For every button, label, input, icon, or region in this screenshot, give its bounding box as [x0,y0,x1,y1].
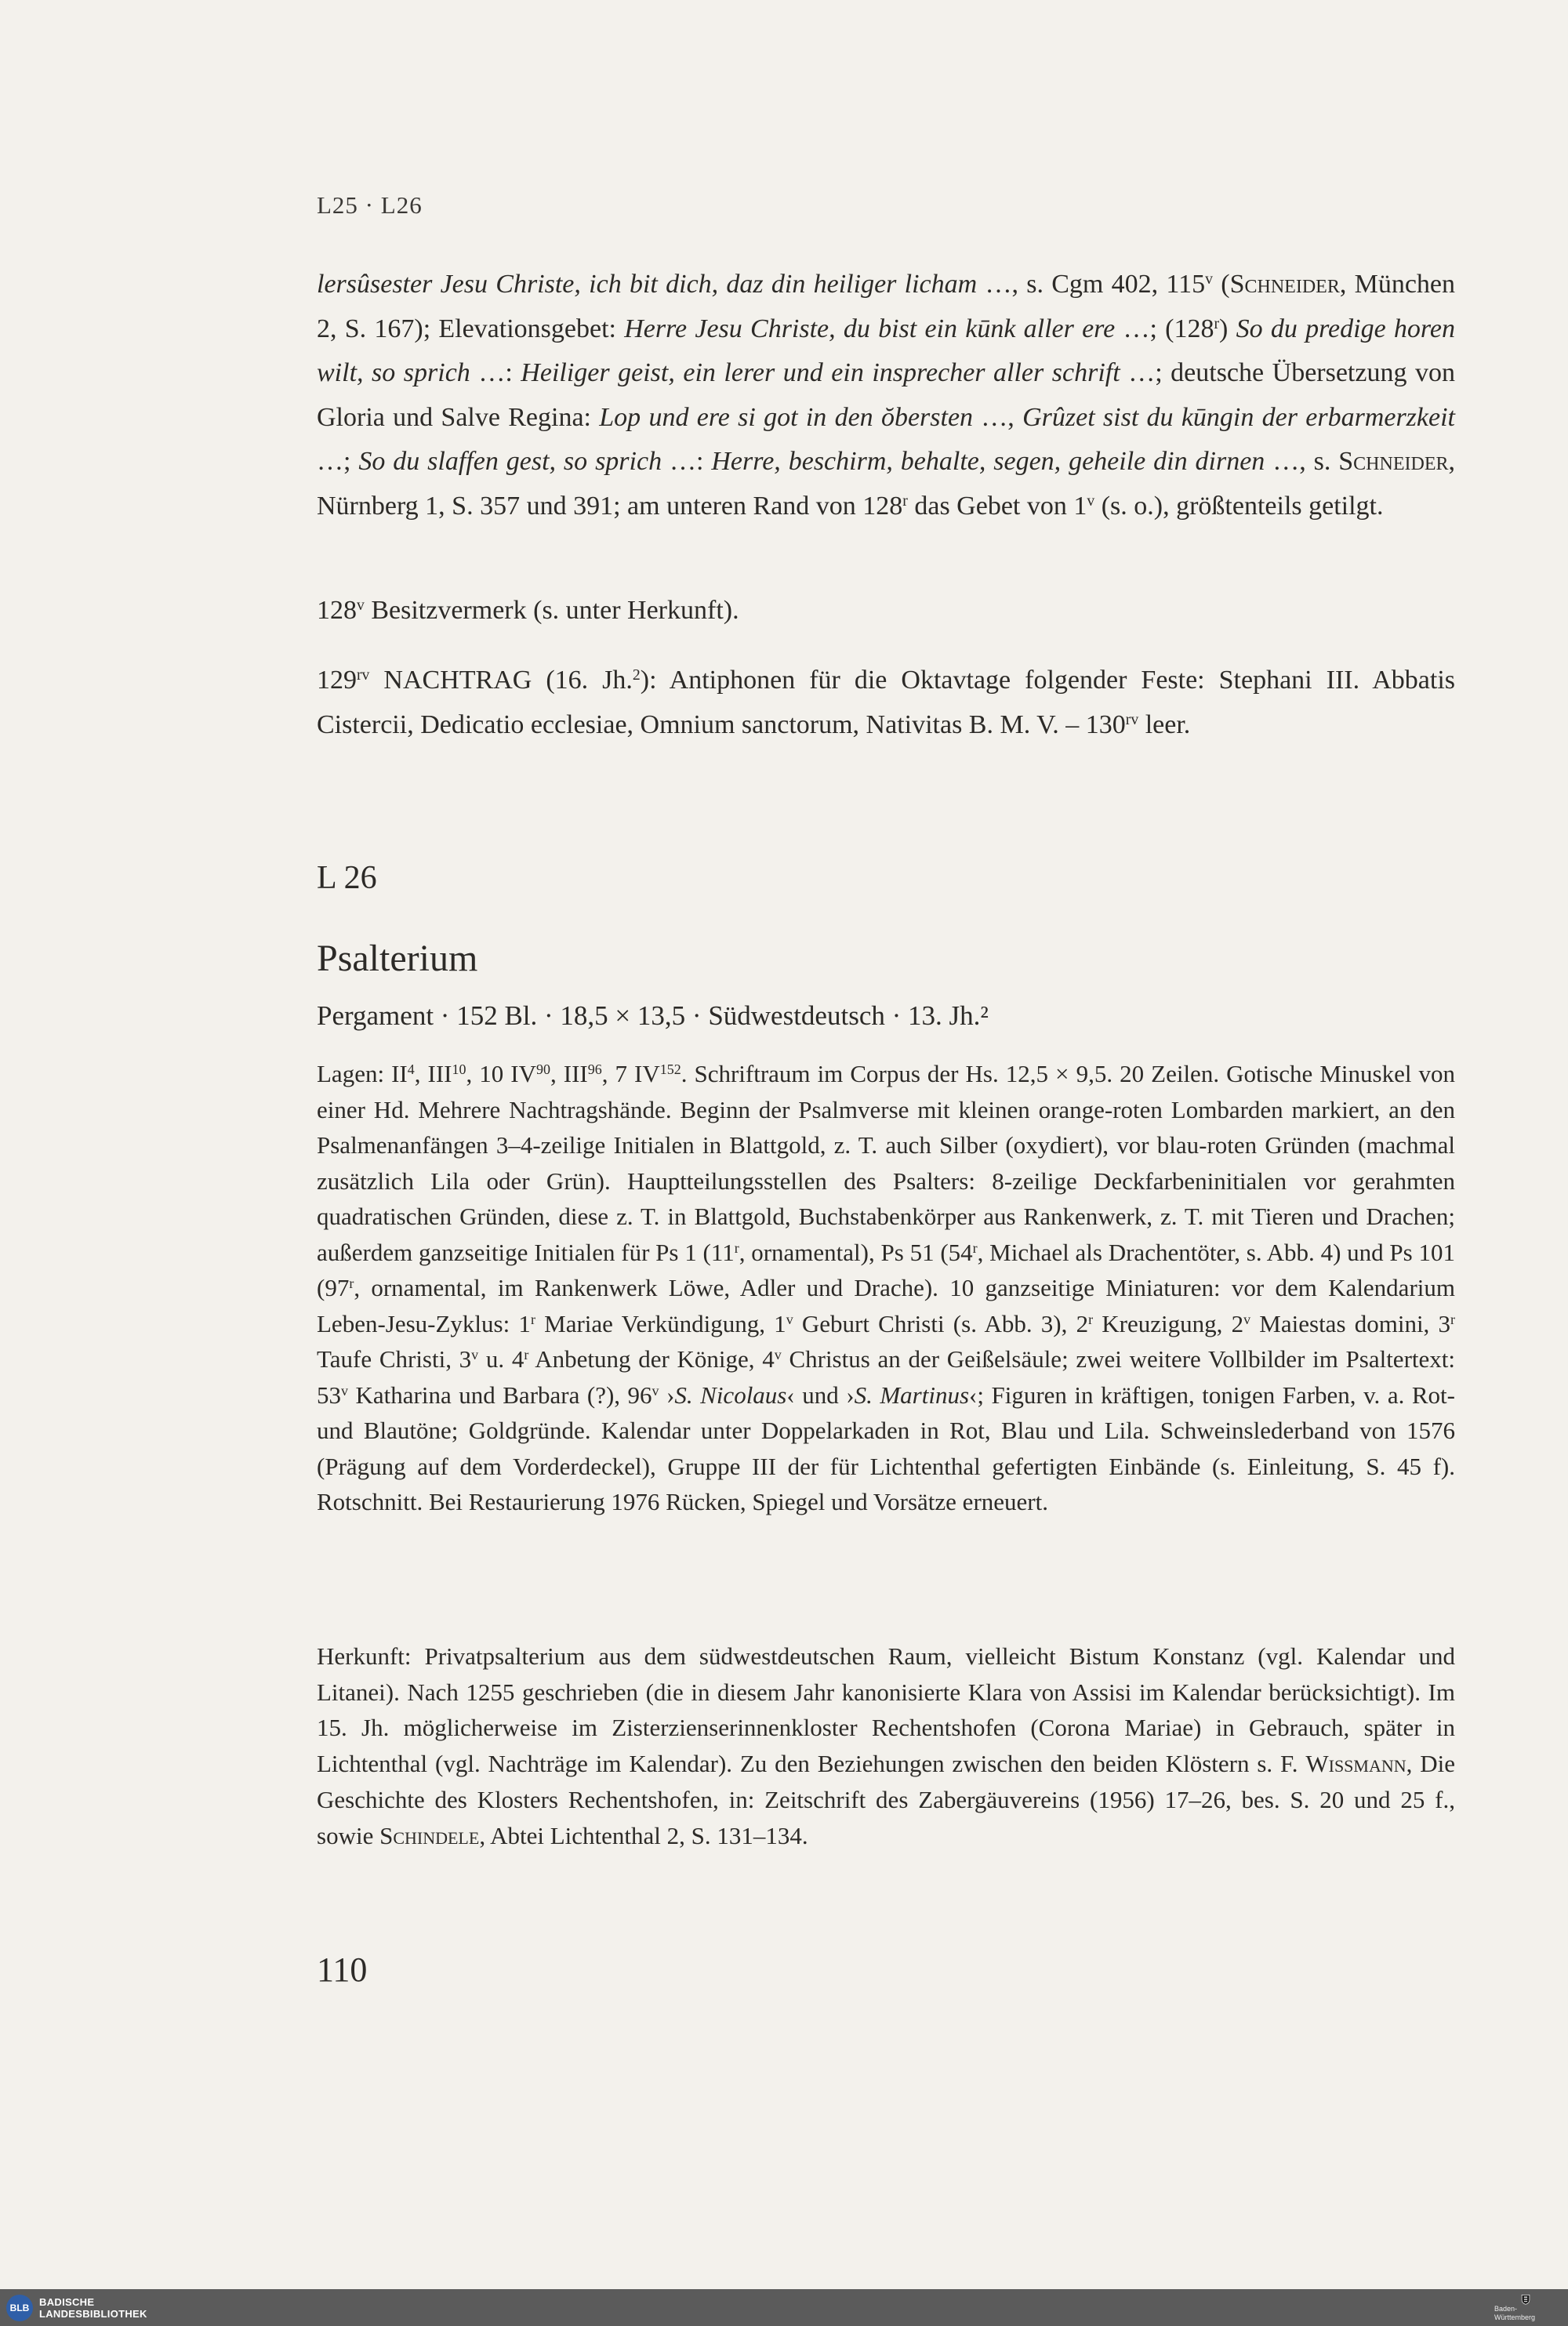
paragraph-l25-ownership: 128$^v$ Besitzvermerk (s. unter Herkunft). [317,596,739,625]
paragraph-l26-lagen: Lagen: $II^4$, III$^{10}$, 10 IV$^{90}$, III$^{96}$, 7 IV$^{152}$. Schriftraum im Corpus der Hs. 12,5 × 9,5. 20 Zeilen. Gotische Minuskel von einer Hd. Mehrere Nachtragshände. Beginn der Psalmverse mit kleinen orange-roten Lombarden markiert, an den Psalmenanfängen 3–4-zeilige Initialen in Blattgold, z. T. auch Silber (oxydiert), vor blau-roten Gründen (machmal zusätzlich Lila oder Grün). Hauptteilungsstellen des Psalters: 8-zeilige Deckfarbeninitialen vor gerahmten quadratischen Gründen, diese z. T. in Blattgold, Buchstabenkörper aus Rankenwerk, z. T. mit Tieren und Drachen; außerdem ganzseitige Initialen für Ps 1 (11$^r$, ornamental), Ps 51 (54$^r$, Michael als Drachentöter, s. Abb. 4) und Ps 101 (97$^r$, ornamental, im Rankenwerk Löwe, Adler und Drache). 10 ganzseitige Miniaturen: vor dem Kalendarium Leben-Jesu-Zyklus: 1$^r$ Mariae Verkündigung, 1$^v$ Geburt Christi (s. Abb. 3), 2$^r$ Kreuzigung, 2$^v$ Maiestas domini, 3$^r$ Taufe Christi, 3$^v$ u. 4$^r$ Anbetung der Könige, 4$^v$ Christus an der Geißelsäule; zwei weitere Vollbilder im Psaltertext: 53$^v$ Katharina und Barbara (?), 96$^v$ ›S. Nicolaus‹ und ›S. Martinus‹; Figuren in kräftigen, tonigen Farben, v. a. Rot- und Blautöne; Goldgründe. Kalendar unter Doppelarkaden in Rot, Blau und Lila. Schweinslederband von 1576 (Prägung auf dem Vorderdeckel), Gruppe III der für Lichtenthal gefertigten Einbände (s. Einleitung, S. 45 f). Rotschnitt. Bei Restaurierung 1976 Rücken, Spiegel und Vorsätze erneuert. [317,1060,1456,1515]
library-footer-bar [0,2289,1568,2326]
section-title: Psalterium [317,938,478,979]
paragraph-l25-prayers: lersûsester Jesu Christe, ich bit dich, daz din heiliger licham …, s. Cgm 402, 115$^v$ (Schneider, München 2, S. 167); Elevationsgebet: Herre Jesu Christe, du bist ein kūnk aller ere …; (128$^r$) So du predige horen wilt, so sprich …: Heiliger geist, ein lerer und ein insprecher aller schrift …; deutsche Übersetzung von Gloria und Salve Regina: Lop und ere si got in den ŏbersten …, Grûzet sist du kūngin der erbarmerzkeit …; So du slaffen gest, so sprich …: Herre, beschirm, behalte, segen, geheile din dirnen …, s. Schneider, Nürnberg 1, S. 357 und 391; am unteren Rand von 128$^r$ das Gebet von 1$^v$ (s. o.), größtenteils getilgt. [317,270,1456,521]
library-name-line1: BADISCHE [39,2295,95,2308]
paragraph-l26-herkunft: Herkunft: Privatpsalterium aus dem südwestdeutschen Raum, vielleicht Bistum Konstanz (vgl. Kalendar und Litanei). Nach 1255 geschrieben (die in diesem Jahr kanonisierte Klara von Assisi im Kalendar berücksichtigt). Im 15. Jh. möglicherweise im Zisterzienserinnenkloster Rechentshofen (Corona Mariae) in Gebrauch, später in Lichtenthal (vgl. Nachträge im Kalendar). Zu den Beziehungen zwischen den beiden Klöstern s. F. Wissmann, Die Geschichte des Klosters Rechentshofen, in: Zeitschrift des Zabergäuvereins (1956) 17–26, bes. S. 20 und 25 f., sowie Schindele, Abtei Lichtenthal 2, S. 131–134. [317,1642,1456,1849]
page-number: 110 [317,1950,368,1989]
running-head: L25 · L26 [317,191,423,219]
library-name[interactable] [39,2296,147,2320]
section-number: L 26 [317,860,377,896]
state-label: Baden-Württemberg [1494,2305,1536,2321]
state-branding[interactable] [1494,2294,1557,2322]
paragraph-l25-nachtrag: $129^{rv}$ NACHTRAG (16. Jh.$^2$): Antiphonen für die Oktavtage folgender Feste: Stephani III. Abbatis Cistercii, Dedicatio ecclesiae, Omnium sanctorum, Nativitas B. M. V. – $130^{rv}$ leer. [317,666,1455,739]
blb-logo-icon[interactable]: BLB [6,2295,33,2321]
library-name-line2: LANDESBIBLIOTHEK [39,2307,147,2320]
baden-wuerttemberg-crest-icon [1519,2294,1532,2305]
section-meta: Pergament · 152 Bl. · 18,5 × 13,5 · Südwestdeutsch · 13. Jh.² [317,1000,989,1031]
